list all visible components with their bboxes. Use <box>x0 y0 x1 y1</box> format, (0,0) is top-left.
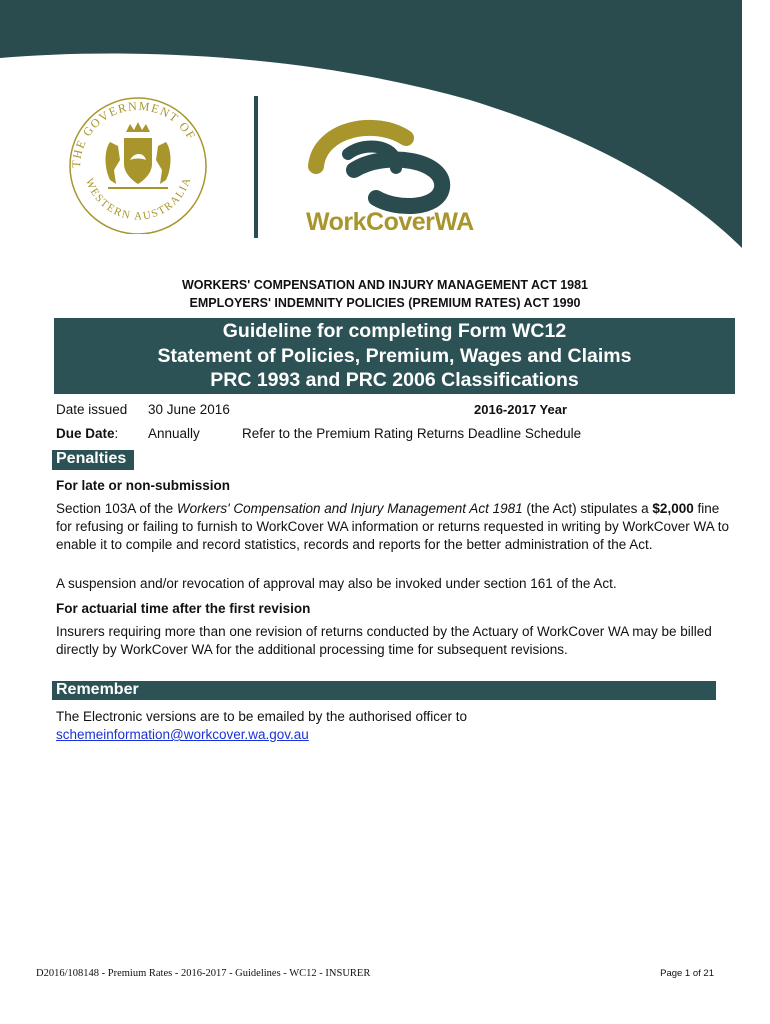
date-issued-value: 30 June 2016 <box>148 402 230 417</box>
title-line-2: Statement of Policies, Premium, Wages and Claims <box>157 345 632 367</box>
act-title-1: WORKERS' COMPENSATION AND INJURY MANAGEMENT ACT 1981 <box>181 278 589 292</box>
penalties-paragraph-2: A suspension and/or revocation of approval may also be invoked under section 161 of the Act. <box>56 576 617 591</box>
scheme-information-email-link[interactable]: schemeinformation@workcover.wa.gov.au <box>56 727 309 742</box>
workcover-wa-wordmark: WorkCoverWA <box>306 208 474 236</box>
date-issued-label: Date issued <box>56 402 128 417</box>
late-submission-subheading: For late or non-submission <box>56 478 231 493</box>
due-date-value: Annually <box>148 426 200 441</box>
penalties-heading: Penalties <box>56 450 127 467</box>
act-name-italic: Workers' Compensation and Injury Management Act 1981 <box>176 501 523 516</box>
actuarial-subheading: For actuarial time after the first revision <box>56 601 311 616</box>
due-date-note: Refer to the Premium Rating Returns Deadline Schedule <box>242 426 582 441</box>
email-line <box>56 726 732 744</box>
p1-text-c: fine for refusing or failing to furnish to WorkCover WA information or returns requested in writing by WorkCover WA to enable it to compile and record statistics, records and reports for the better administration of the Act. <box>56 501 730 552</box>
report-year: 2016-2017 Year <box>474 402 568 417</box>
remember-heading: Remember <box>56 681 139 698</box>
due-date-label-group <box>56 426 118 441</box>
title-line-1: Guideline for completing Form WC12 <box>222 320 567 342</box>
logo-divider <box>254 96 258 238</box>
svg-text:THE GOVERNMENT OF: THE GOVERNMENT OF <box>68 98 199 169</box>
p1-text-b: (the Act) stipulates a <box>522 501 653 516</box>
footer-page-number: Page 1 of 21 <box>660 968 714 979</box>
title-line-3: PRC 1993 and PRC 2006 Classifications <box>210 369 579 391</box>
penalties-paragraph-1 <box>56 500 732 554</box>
penalties-heading-bar <box>52 450 134 470</box>
due-date-label: Due Date <box>56 426 115 441</box>
fine-amount: $2,000 <box>652 501 694 516</box>
remember-heading-bar <box>52 681 716 700</box>
penalties-paragraph-3: Insurers requiring more than one revision of returns conducted by the Actuary of WorkCover WA may be billed directly by WorkCover WA for the additional processing time for subsequent revisions. <box>56 624 712 657</box>
remember-text: The Electronic versions are to be emailed by the authorised officer to <box>56 709 467 724</box>
government-crest-logo <box>60 94 216 234</box>
act-title-2: EMPLOYERS' INDEMNITY POLICIES (PREMIUM RATES) ACT 1990 <box>189 296 581 310</box>
guideline-title-box <box>54 318 735 394</box>
svg-text:WESTERN AUSTRALIA: WESTERN AUSTRALIA <box>82 175 194 223</box>
p1-text-a: Section 103A of the <box>56 501 177 516</box>
footer-document-reference: D2016/108148 - Premium Rates - 2016-2017 - Guidelines - WC12 - INSURER <box>36 968 371 979</box>
due-date-colon: : <box>114 426 119 441</box>
